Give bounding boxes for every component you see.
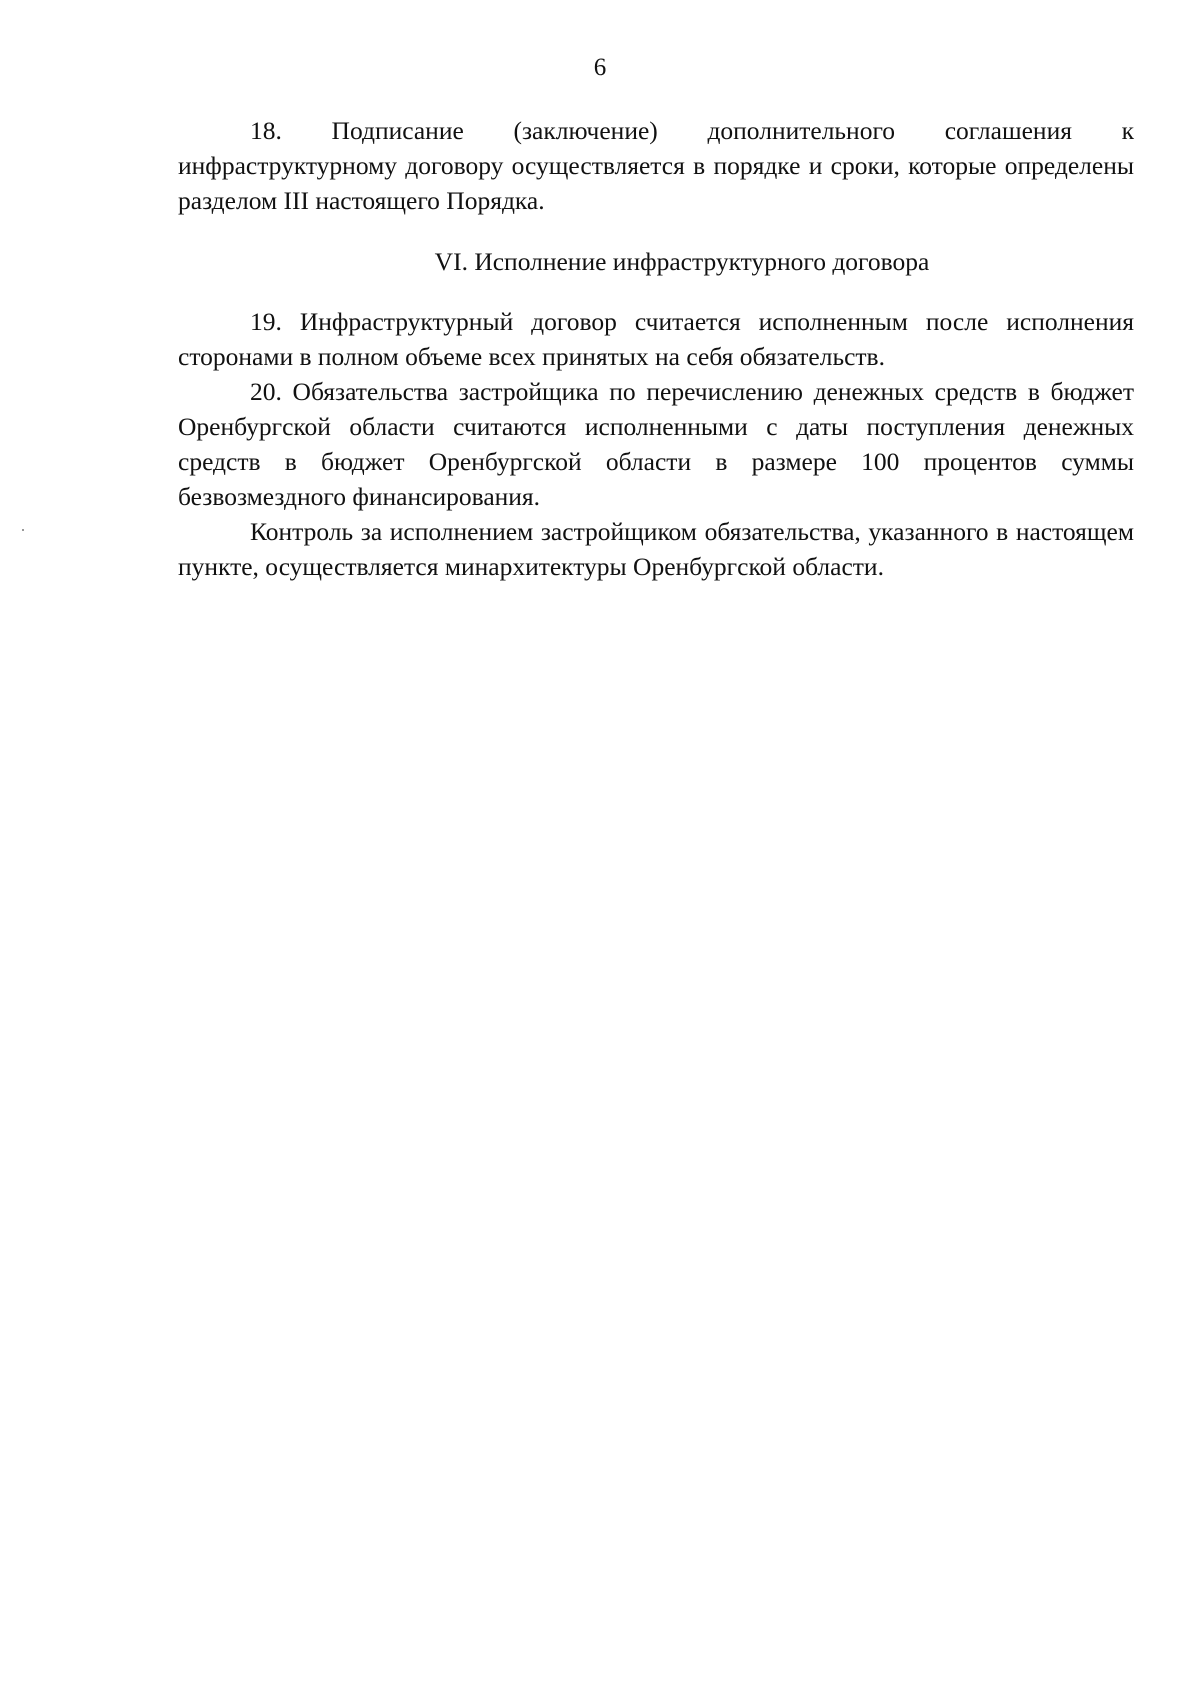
scan-speck: [22, 529, 24, 531]
paragraph-19: 19. Инфраструктурный договор считается исполненным после исполнения сторонами в полном объеме всех принятых на себя обязательств.: [178, 307, 1134, 371]
section-heading: VI. Исполнение инфраструктурного договора: [434, 247, 930, 276]
page-number: 6: [593, 54, 607, 81]
paragraph-18: 18. Подписание (заключение) дополнительного соглашения к инфраструктурному договору осуществляется в порядке и сроки, которые определены разделом III настоящего Порядка.: [178, 116, 1134, 215]
paragraph-control: Контроль за исполнением застройщиком обязательства, указанного в настоящем пункте, осуществляется минархитектуры Оренбургской области.: [178, 517, 1134, 581]
paragraph-20: 20. Обязательства застройщика по перечислению денежных средств в бюджет Оренбургской области считаются исполненными с даты поступления денежных средств в бюджет Оренбургской области в размере 100 процентов суммы безвозмездного финансирования.: [178, 377, 1134, 511]
document-body: [178, 113, 1134, 584]
